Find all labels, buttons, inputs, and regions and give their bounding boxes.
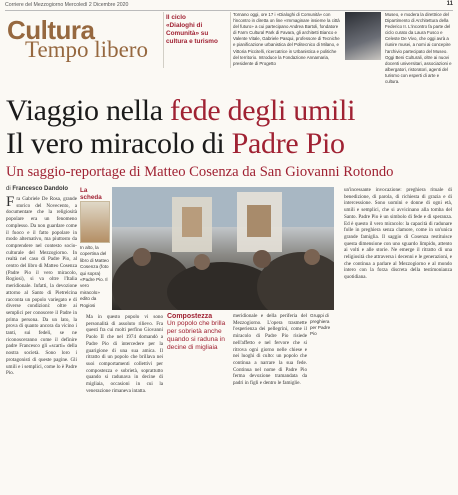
column-divider <box>230 12 231 68</box>
masthead-dateline: Corriere del Mezzogiorno Mercoledì 2 Dicembre 2020 <box>5 2 129 8</box>
pull-quote <box>167 313 230 352</box>
pull-quote-text: Un popolo che brilla per sobrietà anche quando si raduna in decine di migliaia <box>167 320 226 351</box>
article-text-1: ra Gabriele De Rosa, grande storico del Novecento, a documentare che la religiosità popolare era un fenomeno complesso. Da non guardare come il fuoco e il fatto popolare in modo alternativo, ma piuttosto da comprendere nel contesto socio-culturale del Mezzogiorno. In realtà nel caso di Padre Pio, al centro del libro di Matteo Cosenza (Padre Pio il vero miracolo, Rogiosi), si va oltre l'Italia meridionale. Infatti, la devozione attorno al Santo di Pietrelcina racconta un popolo variegato e di diverse condizioni: oltre ai semplici per conoscere il Padre in prima persona. Da un lato, la prova di quanto ancora da vicino i tanti, sui fedeli, se ne riconosceranno come il definire padre Francesco gli «scarti» della nostra società. Sono loro i protagonisti di queste pagine. Gli umili e i semplici, come lo è Padre Pio. <box>6 196 77 377</box>
masthead <box>5 0 453 11</box>
article-column-right: un'incessante invocazione: preghiera rituale di benedizione, di parola, di richiesta di grazia e di intercessione. Sono uomini e donne di ogni età, umili e semplici, che si avvicinano alla tomba del Santo. Padre Pio è un simbolo di fede e di speranza. Ed è questo il vero miracolo: la capacità di radunare folle in preghiera senza clamore, come in un'unica grande famiglia. Il saggio di Cosenza restituisce questa dimensione con uno sguardo limpido, attento ai volti e alle storie. Ne emerge il ritratto di una religiosità che attraversa i decenni e le generazioni, e che continua a parlare al Mezzogiorno e al mondo intero con la forza discreta della testimonianza quotidiana. <box>344 187 452 281</box>
section-word-tempo-libero: Tempo libero <box>25 37 148 62</box>
headline-line1-b: fede degli umili <box>169 94 356 127</box>
headline-line1 <box>6 95 355 127</box>
byline <box>6 186 68 192</box>
section-word-cultura: Cultura <box>7 15 95 45</box>
crowd-photo-illustration <box>112 187 334 310</box>
headline-line2-b: Padre Pio <box>231 127 345 160</box>
book-cover-image <box>80 201 110 243</box>
headline-line2 <box>6 128 345 160</box>
cycle-box <box>166 14 226 46</box>
byline-author: Francesco Dandolo <box>12 186 69 192</box>
small-caption: Gruppi di preghiera per Padre Pio <box>310 313 331 336</box>
subheadline: Un saggio-reportage di Matteo Cosenza da San Giovanni Rotondo <box>6 164 394 180</box>
bio-text: Museo, e modera la direttrice del Dipartimento di Architettura della Federico II. L'incontro fa parte del ciclo curato da Laura Fusco e Celeste De Vivo, che oggi avrà a riunire musei, a nomi ai concepire l'archivio partecipato del Museo. Oggi Beni Culturali, oltre ai nuovi docenti universitari, associazioni e albergatori, ristoratori, agenti del turismo con esperti di arte e cultura. <box>385 12 452 85</box>
article-column-3: meridionale e della periferia del Mezzogiorno. L'opera trasmette l'esperienza dei pellegrini, come il miracolo di Padre Pio risiede nell'affetto e nel fervore che si ritrova ogni giorno nelle chiese e nei luoghi di culto: un popolo che continua a narrare la sua fede. Continua nel nome di Padre Pio ferma devozione tramandata da padri in figli e dentro le famiglie. <box>233 313 307 387</box>
scheda-caption: In alto, la copertina del libro di Matteo Cosenza (foto qui sopra) «Padre Pio. Il vero miracolo» edito da Rogiosi <box>80 245 109 308</box>
column-divider <box>163 12 164 68</box>
scheda-title: La scheda <box>80 187 102 201</box>
info-text: Tornano oggi, ore 17 i «Dialoghi di Comunità» con l'incontro in diretta on line «Immaginare insieme la città del futuro» a cui partecipano Andrea Bartoli, fondatore di Farm Cultural Park di Favara, gli architetti Bianco e Valente Vitale, Gabriele Pasqui, professore di Tecniche e pianificazione urbanistica del Politecnico di Milano, e Vittoria Piccitelli, ricercatrice in Urbanistica e politiche del territorio. Introduce la Fondazione Annamaria, presidente di Progetto <box>233 12 340 66</box>
cycle-lead: Il ciclo <box>166 14 186 21</box>
article-column-1 <box>6 196 77 377</box>
main-photo <box>112 187 334 310</box>
drop-cap: F <box>6 194 15 210</box>
cycle-title: «Dialoghi di Comunità» su cultura e turismo <box>166 22 218 45</box>
section-header <box>5 12 163 68</box>
page-number: 11 <box>446 1 453 7</box>
article-column-2: Ma in questo popolo vi sono personalità di assoluto rilievo. Fra questi fra cui molti perfino Giovanni Paolo II che nel 1974 domandò a Padre Pio di intercedere per la guarigione di una sua amica. Il ritratto di un popolo che brillava nei suoi comportamenti collettivi per compostezza e sobrietà, soprattutto quando si radunava in decine di migliaia, occasioni in cui la venerazione rimaneva intatta. <box>86 314 163 394</box>
pull-quote-label: Compostezza <box>167 313 213 320</box>
byline-prefix: di <box>6 186 11 192</box>
portrait-photo <box>345 12 381 60</box>
headline-line2-a: Il vero miracolo di <box>6 127 232 160</box>
headline-line1-a: Viaggio nella <box>6 94 170 127</box>
